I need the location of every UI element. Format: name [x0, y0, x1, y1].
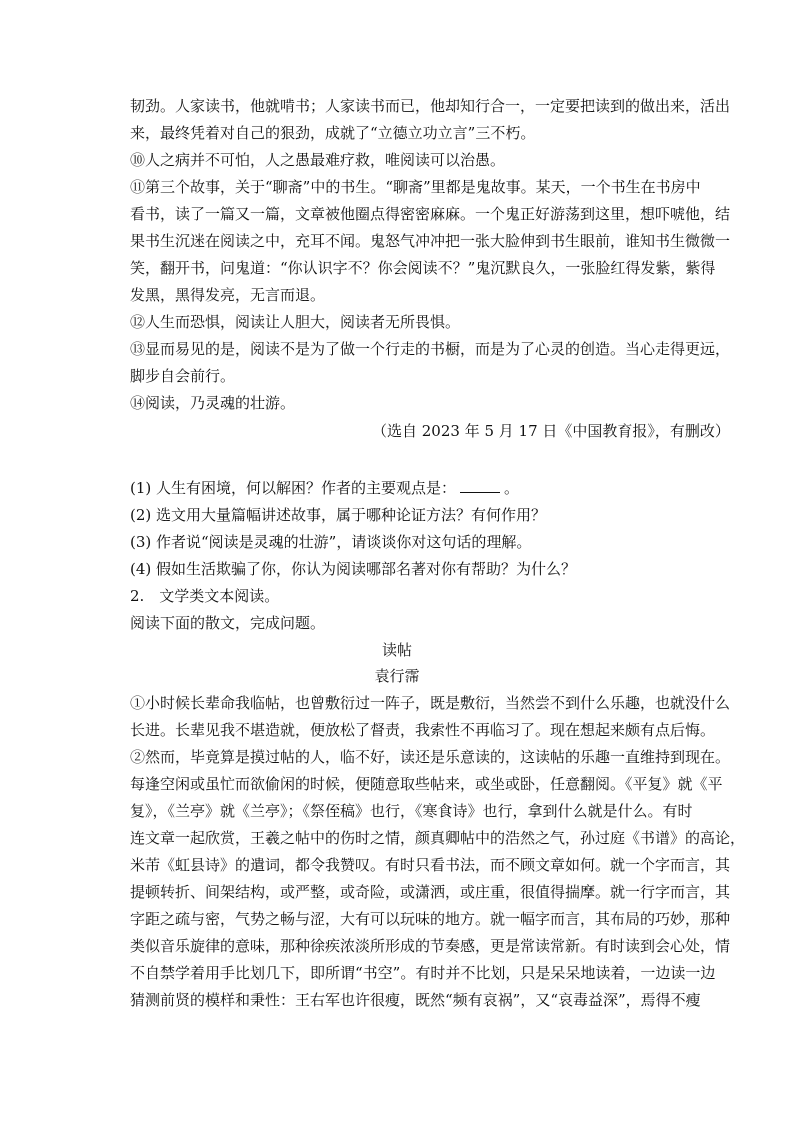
- passage-paragraph-11: ⑪第三个故事，关于“聊斋”中的书生。“聊斋”里都是鬼故事。某天，一个书生在书房中: [130, 178, 701, 196]
- essay-line: 不自禁学着用手比划几下，即所谓“书空”。有时并不比划，只是呆呆地读着，一边读一边: [130, 964, 716, 982]
- passage-line: 发黑，黑得发亮，无言而退。: [130, 286, 326, 304]
- essay-line: 长进。长辈见我不堪造就，便放松了督责，我索性不再临习了。现在想起来颇有点后悔。: [130, 721, 716, 739]
- essay-author: 袁行霈: [374, 667, 420, 685]
- passage-line: 韧劲。人家读书，他就啃书；人家读书而已，他却知行合一，一定要把读到的做出来，活出: [130, 97, 731, 115]
- passage-paragraph-13: ⑬显而易见的是，阅读不是为了做一个行走的书橱，而是为了心灵的创造。当心走得更远，: [130, 340, 731, 358]
- question-4: (4) 假如生活欺骗了你，你认为阅读哪部名著对你有帮助？为什么？: [130, 560, 577, 578]
- essay-line: 连文章一起欣赏，王羲之帖中的伤时之情，颜真卿帖中的浩然之气，孙过庭《书谱》的高论，: [130, 829, 746, 847]
- passage-line: 来，最终凭着对自己的狠劲，成就了“立德立功立言”三不朽。: [130, 124, 536, 142]
- passage-line: 果书生沉迷在阅读之中，充耳不闻。鬼怒气冲冲把一张大脸伸到书生眼前，谁知书生微微一: [130, 232, 731, 250]
- essay-line: 提顿转折、间架结构，或严整，或奇险，或潇洒，或庄重，很值得揣摩。就一行字而言，其: [130, 883, 731, 901]
- essay-line: 米芾《虹县诗》的遣词，都令我赞叹。有时只看书法，而不顾文章如何。就一个字而言，其: [130, 856, 731, 874]
- passage-paragraph-10: ⑩人之病并不可怕，人之愚最难疗救，唯阅读可以治愚。: [130, 151, 506, 169]
- passage-line: 脚步自会前行。: [130, 367, 236, 385]
- passage-paragraph-14: ⑭阅读，乃灵魂的壮游。: [130, 394, 296, 412]
- passage-line: 笑，翻开书，问鬼道：“你认识字不？你会阅读不？”鬼沉默良久，一张脸红得发紫，紫得: [130, 259, 716, 277]
- essay-line: 字距之疏与密，气势之畅与涩，大有可以玩味的地方。就一幅字而言，其布局的巧妙，那种: [130, 910, 731, 928]
- section-heading: 2. 文学类文本阅读。: [130, 587, 280, 605]
- passage-paragraph-12: ⑫人生而恐惧，阅读让人胆大，阅读者无所畏惧。: [130, 313, 461, 331]
- essay-line: 每逢空闲或虽忙而欲偷闲的时候，便随意取些帖来，或坐或卧，任意翻阅。《平复》就《平: [130, 775, 723, 793]
- essay-paragraph-2: ②然而，毕竟算是摸过帖的人，临不好，读还是乐意读的，这读帖的乐趣一直维持到现在。: [130, 748, 731, 766]
- question-1-end: 。: [504, 479, 520, 497]
- essay-line: 类似音乐旋律的意味，那种徐疾浓淡所形成的节奏感，更是常读常新。有时读到会心处，情: [130, 937, 731, 955]
- question-3: (3) 作者说“阅读是灵魂的壮游”，请谈谈你对这句话的理解。: [130, 533, 532, 551]
- section-instruction: 阅读下面的散文，完成问题。: [130, 614, 326, 632]
- passage-line: 看书，读了一篇又一篇，文章被他圈点得密密麻麻。一个鬼正好游荡到这里，想吓唬他，结: [130, 205, 731, 223]
- question-2: (2) 选文用大量篇幅讲述故事，属于哪种论证方法？有何作用？: [130, 506, 547, 524]
- essay-line: 猜测前贤的模样和秉性：王右军也许很瘦，既然“频有哀祸”，又“哀毒益深”，焉得不瘦: [130, 991, 701, 1009]
- essay-title: 读帖: [381, 641, 412, 659]
- essay-paragraph-1: ①小时候长辈命我临帖，也曾敷衍过一阵子，既是敷衍，当然尝不到什么乐趣，也就没什么: [130, 694, 731, 712]
- question-1: [130, 478, 700, 498]
- answer-blank: [460, 478, 500, 493]
- source-note: （选自 2023 年 5 月 17 日《中国教育报》，有删改）: [372, 422, 730, 440]
- question-1-text: (1) 人生有困境，何以解困？作者的主要观点是：: [130, 479, 457, 497]
- essay-line: 复》，《兰亭》就《兰亭》；《祭侄稿》也行，《寒食诗》也行，拿到什么就是什么。有时: [130, 802, 693, 820]
